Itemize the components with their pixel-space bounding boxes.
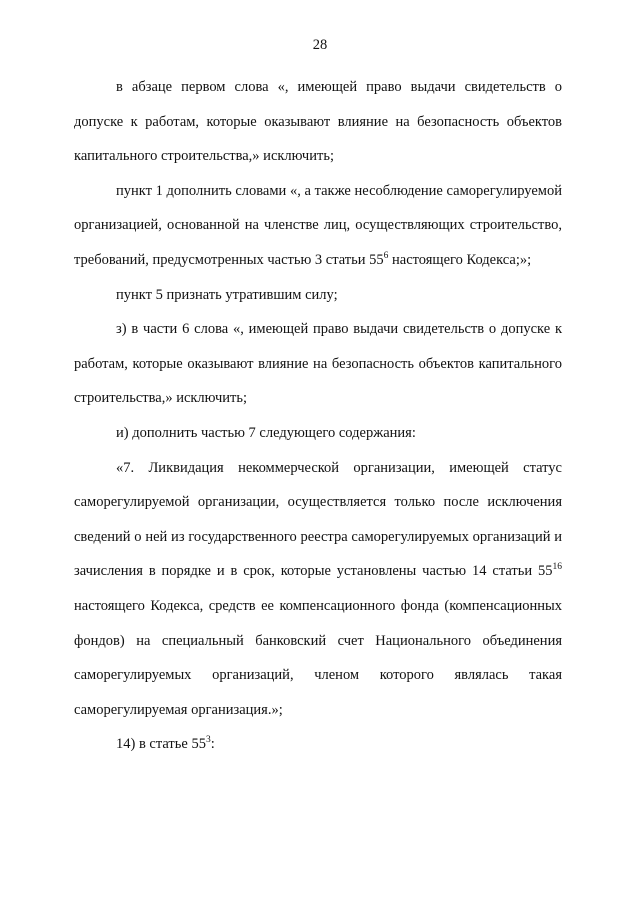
paragraph-item-1-supplement — [74, 174, 562, 278]
page-number: 28 — [312, 37, 328, 53]
superscript: 3 — [205, 735, 211, 746]
paragraph-text-before-superscript: 14) в статье 55 — [116, 736, 206, 753]
paragraph-part-6-amend — [74, 312, 562, 416]
paragraph-item-5-invalid — [74, 278, 562, 313]
superscript: 6 — [383, 250, 389, 261]
paragraph-part-7-text — [74, 451, 562, 728]
paragraph-amend-first-subparagraph — [74, 70, 562, 174]
paragraph-text-before-superscript: пункт 1 дополнить словами «, а также несоблюдение саморегулируемой организацией, основанной на членстве лиц, осуществляющих строительство, требований, предусмотренных частью 3 статьи 55 — [74, 182, 562, 268]
paragraph-article-55-3 — [74, 727, 562, 762]
paragraph-text: в абзаце первом слова «, имеющей право выдачи свидетельств о допуске к работам, которые оказывают влияние на безопасность объектов капитального строительства,» исключить; — [74, 79, 562, 165]
paragraph-text: пункт 5 признать утратившим силу; — [116, 286, 338, 303]
document-body — [74, 70, 562, 762]
paragraph-text-after-superscript: настоящего Кодекса;»; — [388, 251, 532, 268]
superscript: 16 — [552, 562, 562, 573]
paragraph-text-after-superscript: : — [210, 736, 215, 753]
paragraph-add-part-7 — [74, 416, 562, 451]
paragraph-text: и) дополнить частью 7 следующего содержания: — [116, 424, 416, 441]
paragraph-text: з) в части 6 слова «, имеющей право выдачи свидетельств о допуске к работам, которые оказывают влияние на безопасность объектов капитального строительства,» исключить; — [74, 321, 562, 407]
paragraph-text-after-superscript: настоящего Кодекса, средств ее компенсационного фонда (компенсационных фондов) на специальный банковский счет Национального объединения саморегулируемых организаций, членом которого являлась такая саморегулируемая организация.»; — [74, 597, 562, 718]
paragraph-text-before-superscript: «7. Ликвидация некоммерческой организации, имеющей статус саморегулируемой организации, осуществляется только после исключения сведений о ней из государственного реестра саморегулируемых организаций и зачисления в порядке и в срок, которые установлены частью 14 статьи 55 — [74, 459, 562, 580]
